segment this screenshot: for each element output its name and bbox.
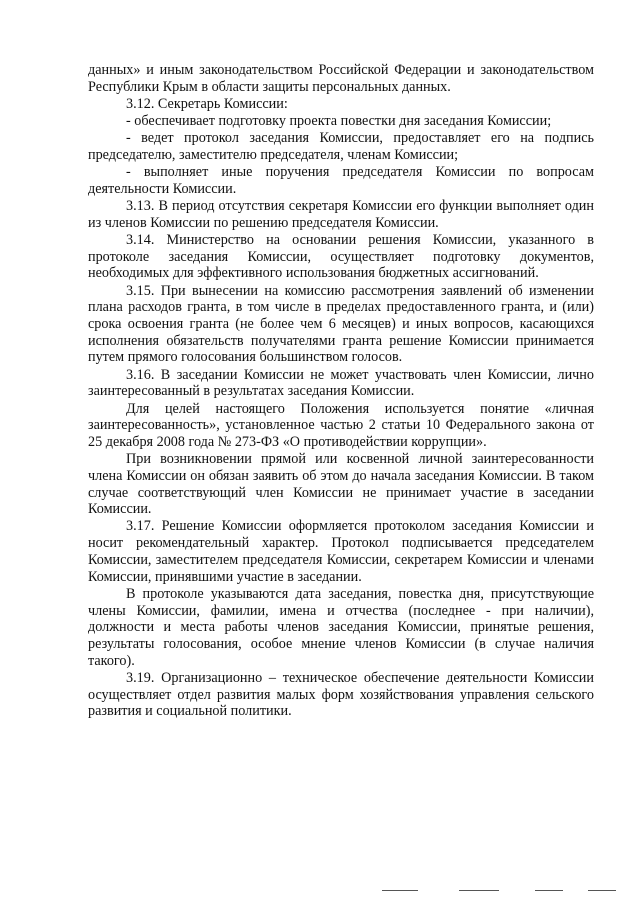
bottom-rule-3 [535,890,563,891]
paragraph-3-14: 3.14. Министерство на основании решения Комиссии, указанного в протоколе заседания Комиссии, осуществляет подготовку документов, необходимых для эффективного использования бюджетных ассигнований. [88,232,594,282]
paragraph-continuation: данных» и иным законодательством Российской Федерации и законодательством Республики Крым в области защиты персональных данных. [88,62,594,95]
paragraph-3-12-item-2: - ведет протокол заседания Комиссии, предоставляет его на подпись председателю, заместителю председателя, членам Комиссии; [88,130,594,164]
document-body [88,62,594,720]
paragraph-3-17: 3.17. Решение Комиссии оформляется протоколом заседания Комиссии и носит рекомендательный характер. Протокол подписывается председателем Комиссии, заместителем председателя Комиссии, секретарем Комиссии и членами Комиссии, принявшими участие в заседании. [88,518,594,585]
paragraph-3-12-item-1: - обеспечивает подготовку проекта повестки дня заседания Комиссии; [126,113,552,130]
paragraph-3-17-protocol-contents: В протоколе указываются дата заседания, повестка дня, присутствующие члены Комиссии, фамилии, имена и отчества (последнее - при наличии), должности и места работы членов заседания Комиссии, принятые решения, результаты голосования, особое мнение членов Комиссии (в случае наличия такого). [88,585,594,669]
paragraph-3-16: 3.16. В заседании Комиссии не может участвовать член Комиссии, лично заинтересованный в результатах заседания Комиссии. [88,366,594,400]
paragraph-3-13: 3.13. В период отсутствия секретаря Комиссии его функции выполняет один из членов Комиссии по решению председателя Комиссии. [88,198,594,231]
paragraph-3-15: 3.15. При вынесении на комиссию рассмотрения заявлений об изменении плана расходов гранта, в том числе в пределах предоставленного гранта, и (или) срока освоения гранта (не более чем 6 месяцев) и иных вопросов, касающихся исполнения обязательств получателями гранта решение Комиссии принимается путем прямого голосования большинством голосов. [88,282,594,366]
paragraph-3-16-definition: Для целей настоящего Положения используется понятие «личная заинтересованность», установленное частью 2 статьи 10 Федерального закона от 25 декабря 2008 года № 273-ФЗ «О противодействии коррупции». [88,400,594,450]
bottom-rule-2 [459,890,499,891]
bottom-rule-1 [382,890,418,891]
paragraph-3-19: 3.19. Организационно – техническое обеспечение деятельности Комиссии осуществляет отдел развития малых форм хозяйствования управления сельского развития и социальной политики. [88,669,594,720]
paragraph-3-16-conflict: При возникновении прямой или косвенной личной заинтересованности члена Комиссии он обязан заявить об этом до начала заседания Комиссии. В таком случае соответствующий член Комиссии не принимает участие в заседании Комиссии. [88,451,594,518]
paragraph-3-12-item-3: - выполняет иные поручения председателя Комиссии по вопросам деятельности Комиссии. [88,164,594,197]
bottom-rule-4 [588,890,616,891]
paragraph-3-12-heading: 3.12. Секретарь Комиссии: [126,95,288,112]
